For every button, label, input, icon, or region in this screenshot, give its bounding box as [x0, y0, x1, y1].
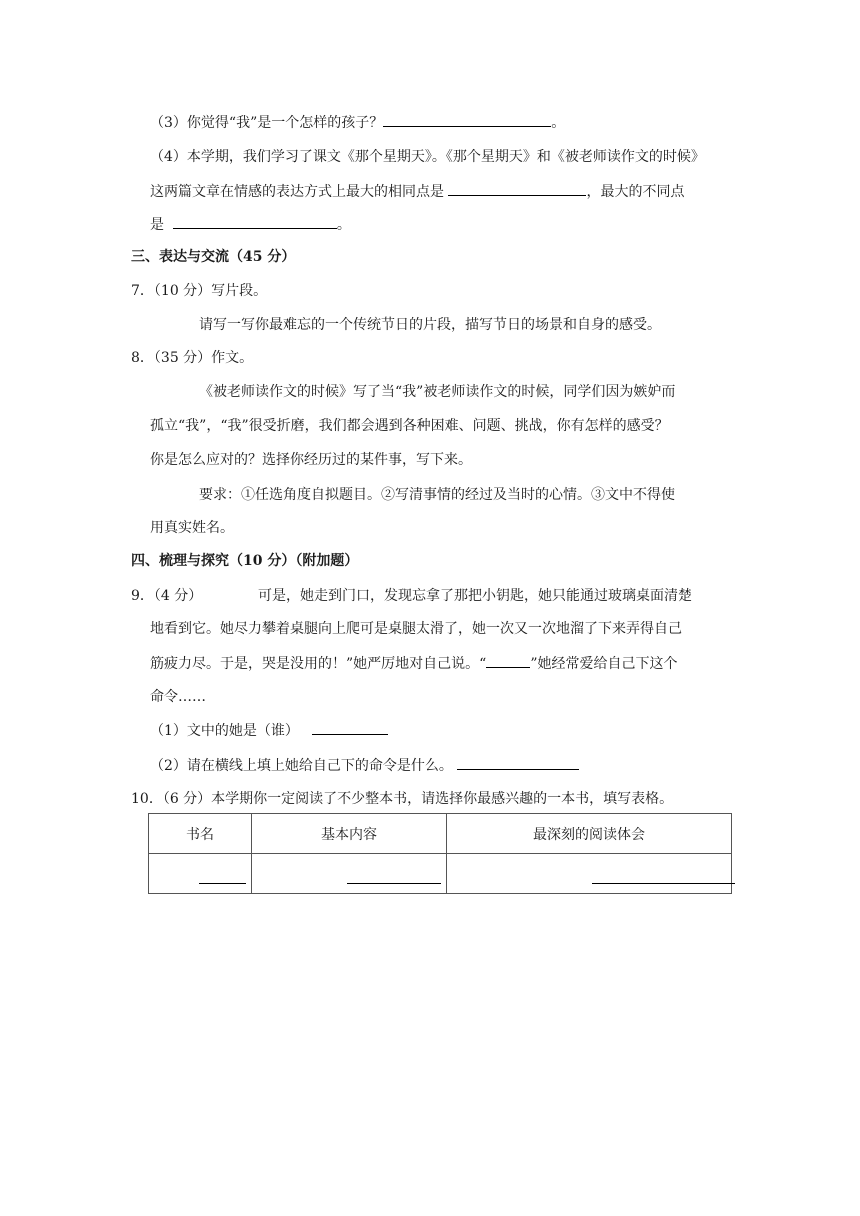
q9-sub2: （2）请在横线上填上她给自己下的命令是什么。 — [150, 755, 579, 776]
q9-passage-line4: 命令…… — [150, 689, 206, 705]
table-header-reflection: 最深刻的阅读体会 — [447, 814, 732, 854]
answer-blank[interactable] — [448, 181, 586, 196]
section4-heading: 四、梳理与探究（10 分）（附加题） — [131, 553, 359, 569]
answer-blank[interactable] — [173, 214, 337, 229]
answer-blank[interactable] — [486, 653, 530, 668]
table-header-book-title: 书名 — [149, 814, 252, 854]
answer-blank[interactable] — [199, 882, 246, 884]
q9-passage-line1: 可是，她走到门口，发现忘拿了那把小钥匙，她只能通过玻璃桌面清楚 — [258, 588, 692, 604]
cell-content[interactable] — [252, 854, 447, 894]
answer-blank[interactable] — [592, 882, 735, 884]
answer-blank[interactable] — [457, 755, 579, 770]
q8-title: 8．（35 分）作文。 — [131, 350, 254, 366]
q9-passage-line3: 筋疲力尽。于是，哭是没用的！”她严厉地对自己说。“ ”她经常爱给自己下这个 — [150, 653, 678, 674]
q7-title: 7．（10 分）写片段。 — [131, 283, 268, 299]
reading-table — [148, 813, 732, 894]
section3-heading: 三、表达与交流（45 分） — [131, 249, 296, 265]
q6-sub4-line1: （4）本学期，我们学习了课文《那个星期天》。《那个星期天》和《被老师读作文的时候》 — [150, 149, 705, 165]
q8-body-line2: 孤立“我”，“我”很受折磨，我们都会遇到各种困难、问题、挑战，你有怎样的感受？ — [150, 418, 669, 434]
q6-sub4-line3: 是 。 — [150, 214, 351, 235]
table-header-row — [149, 814, 732, 854]
q10-title: 10．（6 分）本学期你一定阅读了不少整本书，请选择你最感兴趣的一本书，填写表格。 — [131, 791, 674, 807]
q6-sub3: （3）你觉得“我”是一个怎样的孩子？ 。 — [150, 112, 565, 133]
cell-book-title[interactable] — [149, 854, 252, 894]
answer-blank[interactable] — [383, 112, 551, 127]
answer-blank[interactable] — [312, 720, 388, 735]
q9-passage-line2: 地看到它。她尽力攀着桌腿向上爬可是桌腿太滑了，她一次又一次地溜了下来弄得自己 — [150, 621, 682, 637]
q6-sub3-text: （3）你觉得“我”是一个怎样的孩子？ — [150, 115, 384, 131]
q9-label: 9．（4 分） — [131, 588, 203, 604]
q7-body: 请写一写你最难忘的一个传统节日的片段，描写节日的场景和自身的感受。 — [199, 317, 661, 333]
q8-requirement-line1: 要求：①任选角度自拟题目。②写清事情的经过及当时的心情。③文中不得使 — [199, 487, 675, 503]
q9-sub1: （1）文中的她是（谁） — [150, 720, 388, 741]
q8-body-line3: 你是怎么应对的？选择你经历过的某件事，写下来。 — [150, 452, 472, 468]
q8-body-line1: 《被老师读作文的时候》写了当“我”被老师读作文的时候，同学们因为嫉妒而 — [199, 384, 676, 400]
answer-blank[interactable] — [347, 882, 441, 884]
cell-reflection[interactable] — [447, 854, 732, 894]
table-row — [149, 854, 732, 894]
table-header-content: 基本内容 — [252, 814, 447, 854]
q8-requirement-line2: 用真实姓名。 — [150, 520, 234, 536]
q6-sub4-line2: 这两篇文章在情感的表达方式上最大的相同点是 ，最大的不同点 — [150, 181, 684, 202]
